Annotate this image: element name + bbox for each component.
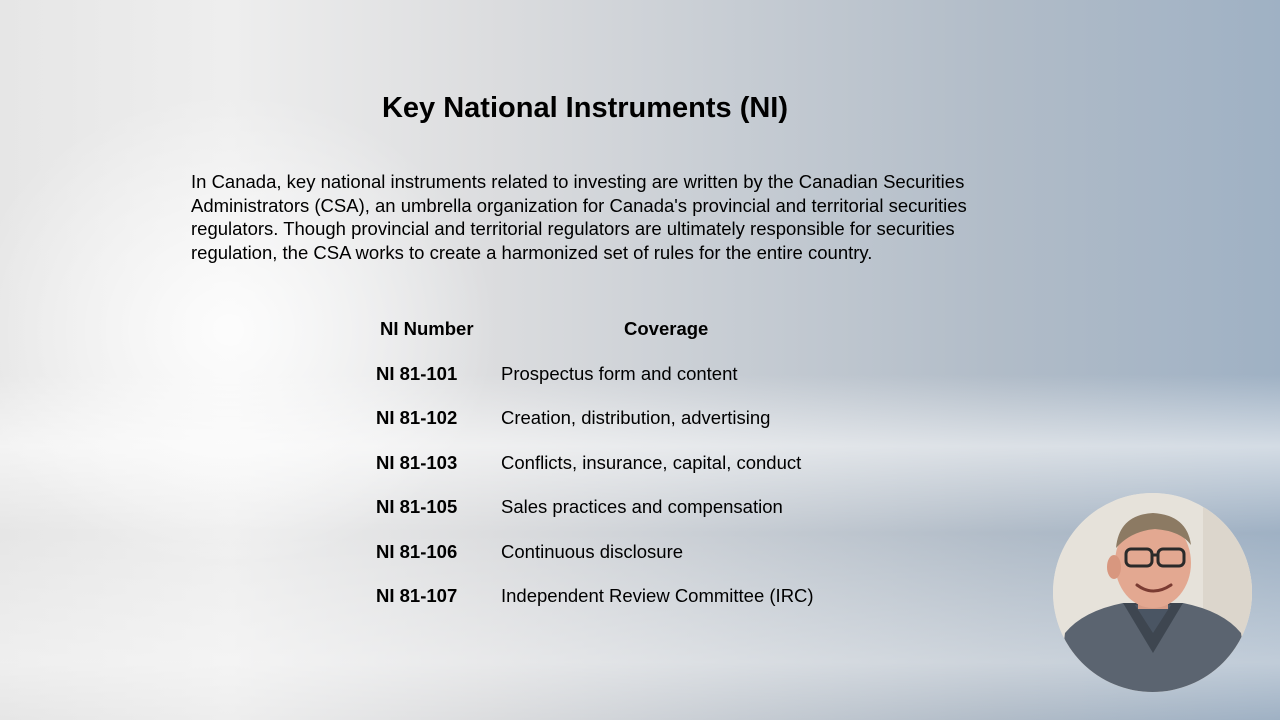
ni-coverage: Sales practices and compensation: [501, 496, 783, 518]
ni-coverage: Independent Review Committee (IRC): [501, 584, 814, 606]
ni-number: NI 81-103: [376, 451, 458, 473]
table-row: [372, 585, 842, 629]
presenter-avatar-icon: [1053, 493, 1252, 692]
ni-coverage: Prospectus form and content: [501, 363, 738, 384]
header-ni-number: NI Number: [380, 318, 474, 339]
ni-coverage: Continuous disclosure: [501, 540, 684, 562]
table-row: [372, 407, 842, 451]
ni-number: NI 81-106: [376, 540, 458, 562]
table-header: [372, 318, 842, 346]
ni-number: NI 81-101: [376, 363, 458, 384]
ni-coverage: Creation, distribution, advertising: [501, 407, 771, 429]
table-body: [372, 363, 842, 629]
ni-number: NI 81-105: [376, 496, 458, 518]
slide-title: Key National Instruments (NI): [381, 92, 789, 124]
ni-table: [372, 318, 842, 606]
ni-number: NI 81-107: [376, 584, 458, 606]
ni-number: NI 81-102: [376, 407, 458, 429]
table-row: [372, 363, 842, 407]
table-row: [372, 496, 842, 540]
intro-paragraph: In Canada, key national instruments related to investing are written by the Canadian Securities Administrators (CSA), an umbrella organization for Canada's provincial and territorial securities regulators. Though provincial and territorial regulators are ultimately responsible for securities regulation, the CSA works to create a harmonized set of rules for the entire country.: [191, 171, 967, 263]
table-row: [372, 452, 842, 496]
ni-coverage: Conflicts, insurance, capital, conduct: [501, 451, 802, 473]
table-row: [372, 541, 842, 585]
header-coverage: Coverage: [624, 318, 709, 339]
presenter-webcam: [1053, 493, 1252, 692]
